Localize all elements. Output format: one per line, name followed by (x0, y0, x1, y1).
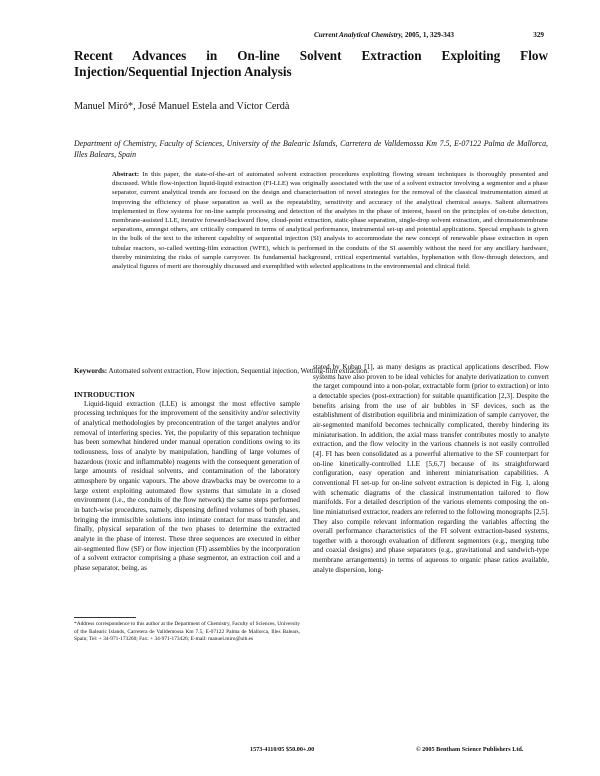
abstract-text: In this paper, the state-of-the-art of automated solvent extraction procedures exploiting flowing stream techniques is thoroughly presented and discussed. While flow-injection liquid-liquid extraction (FI-LLE) was originally associated with the use of a solvent extractor involving a segmentor and a phase separator, current analytical trends are focused on the design and characterisation of novel strategies for the removal of the classical instrumentation aimed at improving the efficiency of phase separation as well as the repeatability, sensitivity and accuracy of the analytical chemical assays. Salient alternatives implemented in flow systems for on-line sample processing and detection of the analytes in the phase of interest, based on the principles of on-tube detection, membrane-assisted LLE, iterative forward-backward flow, cloud-point extraction, static-phase separation, single-drop solvent extraction, and chromatomembrane separations, amongst others, are critically compared in terms of analytical performance, instrumental set-up and potential applications. Special emphasis is given in the bulk of the text to the inherent capability of sequential injection (SI) analysis to accommodate the new concept of renewable phase extraction in open tubular reactors, so-called wetting-film extraction (WFE), which is performed in the conduits of the SI assembly without the need for any ancillary hardware, thereby minimizing the risks of sample carryover. Its fundamental background, critical experimental variables, hyphenation with flow-through detectors, and analytical figures of merit are thoroughly discussed and exemplified with selected applications in the environmental and clinical field. (112, 171, 549, 271)
author-list: Manuel Miró*, José Manuel Estela and Víctor Cerdà (74, 101, 290, 112)
intro-paragraph-left: Liquid-liquid extraction (LLE) is amongst the most effective sample processing techniques for the improvement of the sensitivity and/or selectivity of analytical methodologies by preconcentration of the target analytes and/or removal of interfering species. Yet, the popularity of this separation technique has been somewhat hindered under manual operation conditions owing to its tediousness, loss of analyte by manipulation, handling of large volumes of hazardous (toxic and inflammable) reagents with the consequent generation of large amounts of residual solvents, and contamination of the laboratory atmosphere by organic vapours. The above drawbacks may be overcome to a large extent exploiting automated flow systems that simulate in a closed environment (i.e., the conduits of the flow network) the same steps performed in batch-wise procedures, namely, dispensing defined volumes of both phases, bringing the immiscible solutions into intimate contact for mass transfer, and finally, physical separation of the two phases to determine the extracted analyte in the phase of interest. These three sequences are executed in either air-segmented flow (SF) or flow injection (FI) assemblies by the incorporation of a solvent extractor comprising a phase segmentor, an extraction coil and a phase separator, being, as (74, 399, 300, 572)
section-heading-introduction: INTRODUCTION (74, 390, 135, 399)
abstract-label: Abstract: (112, 171, 140, 178)
journal-citation: 2005, 1, 329-343 (404, 31, 454, 39)
right-column (313, 363, 549, 575)
keywords-text: Automated solvent extraction, Flow injection, Sequential injection, Wetting-film extraction. (108, 367, 370, 375)
article-title: Recent Advances in On-line Solvent Extraction Exploiting Flow Injection/Sequential Injection Analysis (74, 48, 548, 79)
intro-paragraph-right: stated by Kuban [1], as many designs as practical applications described. Flow systems have also proven to be ideal vehicles for analyte derivatization to convert the target compound into a non-polar, extractable form (prior to extraction) or into a detectable species (post-extraction) for suitable quantification [2,3]. Despite the benefits arising from the use of air bubbles in SF devices, such as the establishment of distribution equilibria and minimization of sample carryover, the air-segmented manifold becomes technically complicated, thereby hindering its miniaturisation. In addition, the axial mass transfer contributes mostly to analyte extraction, and the flow velocity in the various channels is not easily controlled [4]. FI has been consolidated as a powerful alternative to the SF counterpart for on-line kinetically-controlled LLE [5,6,7] because of its straightforward configuration, easy operation and inherent miniaturisation capabilities. A conventional FI set-up for on-line solvent extraction is depicted in Fig. 1, along with schematic diagrams of the classical instrumentation tailored to flow manifolds. For a detailed description of the various elements composing the on-line miniaturised extractor, readers are referred to the following monographs [2,5]. They also compile relevant information regarding the variables affecting the overall performance characteristics of the FI solvent extraction-based systems, together with a thorough evaluation of different segmentors (e.g., merging tube and coaxial designs) and phase separators (e.g., gravitational and sandwich-type membrane arrangements) in terms of aqueous to organic phase ratios available, analyte dispersion, long- (313, 363, 549, 574)
abstract (112, 170, 548, 271)
correspondence-footnote: *Address correspondence to this author at the Department of Chemistry, Faculty of Sciences, University of the Balearic Islands, Carretera de Valldemossa Km 7.5, E-07122 Palma de Mallorca, Illes Balears, Spain; Tel: + 34-971-173260; Fax: + 34-971-173426; E-mail: manuel.miro@uib.es (74, 621, 300, 643)
page-number: 329 (533, 31, 544, 39)
journal-name: Current Analytical Chemistry, 2005, 1, 329-343 (313, 31, 454, 39)
copyright-notice: © 2005 Bentham Science Publishers Ltd. (416, 746, 524, 753)
footnote-divider (74, 617, 136, 618)
author-affiliation: Department of Chemistry, Faculty of Sciences, University of the Balearic Islands, Carretera de Valldemossa Km 7.5, E-07122 Palma de Mallorca, Illes Balears, Spain (74, 139, 548, 159)
issn-price: 1573-4110/05 $50.00+.00 (250, 746, 315, 753)
keywords-label: Keywords: (74, 367, 108, 375)
running-head (74, 31, 544, 43)
left-column (74, 390, 300, 573)
